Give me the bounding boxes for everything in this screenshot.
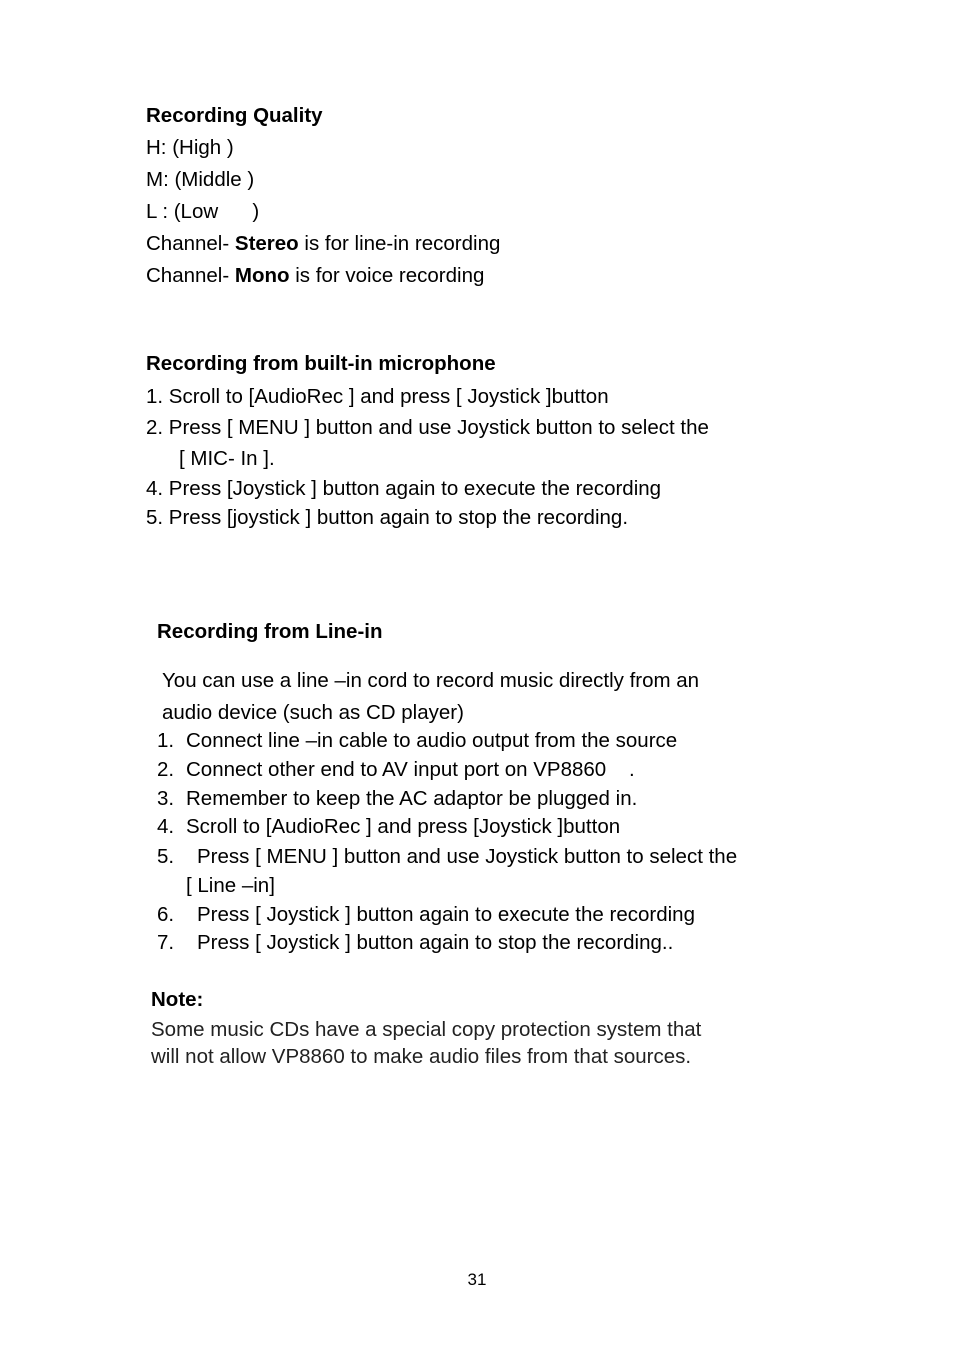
linein-step: Connect other end to AV input port on VP8860 . bbox=[186, 758, 635, 781]
page-number: 31 bbox=[467, 1270, 487, 1289]
linein-step: Scroll to [AudioRec ] and press [Joystick ]button bbox=[186, 815, 621, 838]
channel-label: Channel- bbox=[146, 232, 235, 255]
linein-step: Press [ Joystick ] button again to execute the recording bbox=[197, 903, 695, 926]
linein-step-continuation: [ Line –in] bbox=[186, 874, 275, 897]
linein-step-number: 5. bbox=[157, 845, 175, 868]
stereo-term: Stereo bbox=[234, 232, 299, 255]
recording-quality-heading: Recording Quality bbox=[146, 104, 323, 127]
mic-step: 5. Press [joystick ] button again to stop the recording. bbox=[146, 506, 629, 529]
mic-step: 2. Press [ MENU ] button and use Joystick button to select the bbox=[146, 416, 709, 439]
channel-label: Channel- bbox=[146, 264, 235, 287]
linein-step-number: 4. bbox=[157, 815, 175, 838]
linein-recording-heading: Recording from Line-in bbox=[157, 620, 383, 643]
linein-step: Remember to keep the AC adaptor be plugged in. bbox=[186, 787, 638, 810]
linein-step-number: 2. bbox=[157, 758, 175, 781]
quality-middle: M: (Middle ) bbox=[146, 168, 255, 191]
mono-desc: is for voice recording bbox=[289, 264, 485, 287]
linein-step: Connect line –in cable to audio output from the source bbox=[186, 729, 678, 752]
linein-intro: audio device (such as CD player) bbox=[162, 701, 464, 724]
linein-step: Press [ Joystick ] button again to stop the recording.. bbox=[197, 931, 674, 954]
mic-step: 4. Press [Joystick ] button again to execute the recording bbox=[146, 477, 662, 500]
channel-mono-line bbox=[146, 264, 484, 288]
quality-high: H: (High ) bbox=[146, 136, 234, 159]
stereo-desc: is for line-in recording bbox=[298, 232, 501, 255]
quality-low: L : (Low ) bbox=[146, 200, 260, 223]
note-heading: Note: bbox=[151, 988, 204, 1011]
mono-term: Mono bbox=[234, 264, 290, 287]
linein-step-number: 1. bbox=[157, 729, 175, 752]
linein-step-number: 7. bbox=[157, 931, 175, 954]
linein-step-number: 3. bbox=[157, 787, 175, 810]
note-text: will not allow VP8860 to make audio files from that sources. bbox=[151, 1045, 692, 1068]
linein-step-number: 6. bbox=[157, 903, 175, 926]
channel-stereo-line bbox=[146, 232, 500, 256]
linein-intro: You can use a line –in cord to record music directly from an bbox=[162, 669, 700, 692]
mic-step-continuation: [ MIC- In ]. bbox=[179, 447, 275, 470]
mic-recording-heading: Recording from built-in microphone bbox=[146, 352, 496, 375]
linein-step: Press [ MENU ] button and use Joystick button to select the bbox=[197, 845, 738, 868]
note-text: Some music CDs have a special copy protection system that bbox=[151, 1018, 702, 1041]
mic-step: 1. Scroll to [AudioRec ] and press [ Joystick ]button bbox=[146, 385, 609, 408]
